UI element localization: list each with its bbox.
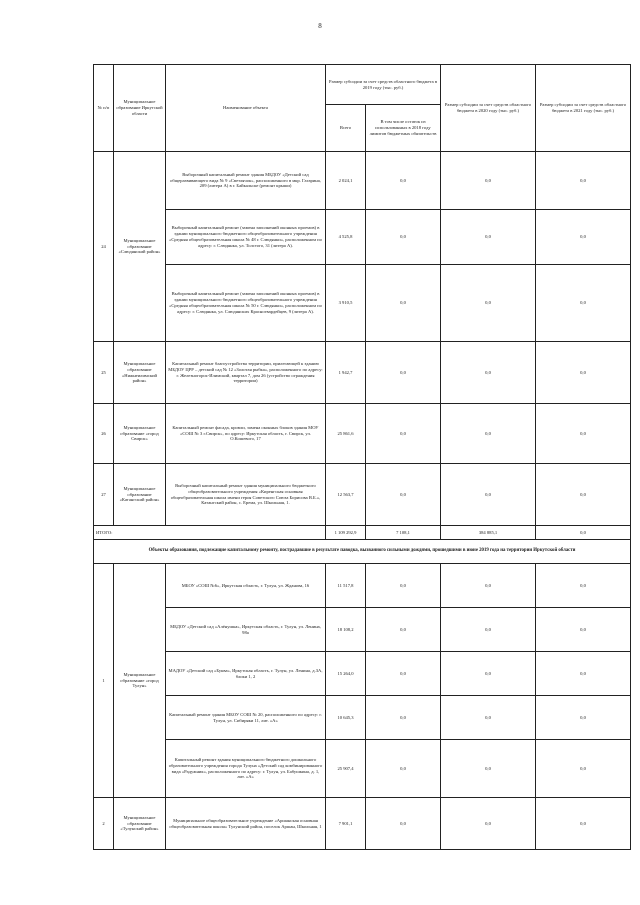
row-object: Выборочный капитальный ремонт (замена заполнений оконных проемов) в здании муниципального бюджетного общеобразовательного учреждения «Средняя общеобразовательная школа № 48 г. Слюдянки», расположенном по адресу: г. Слюдянка, ул. Толстого, 31 (литера А).: [166, 210, 326, 265]
row-2019-rest: 0,0: [366, 152, 441, 210]
row-2020: 0,0: [441, 798, 536, 850]
row-2021: 0,0: [536, 696, 631, 740]
section-row: [94, 540, 631, 564]
row-municipality: Муниципальное образование «Нижнеилимский район»: [114, 342, 166, 404]
row-2020: 0,0: [441, 152, 536, 210]
header-2021: Размер субсидии за счет средств областного бюджета в 2021 году (тыс. руб.): [536, 65, 631, 152]
table-row: [94, 404, 631, 464]
row-num: 1: [94, 564, 114, 798]
row-num: 2: [94, 798, 114, 850]
header-2019-total: Всего: [326, 105, 366, 152]
row-municipality: Муниципальное образование «Катангский район»: [114, 464, 166, 526]
total-2019-rest: 7 108,1: [366, 526, 441, 540]
row-num: 27: [94, 464, 114, 526]
row-2019-rest: 0,0: [366, 740, 441, 798]
row-2019-rest: 0,0: [366, 342, 441, 404]
table-row: [94, 464, 631, 526]
row-2021: 0,0: [536, 210, 631, 265]
header-num: № п/п: [94, 65, 114, 152]
row-2019-total: 1 942,7: [326, 342, 366, 404]
row-num: 25: [94, 342, 114, 404]
header-municipality: Муниципальное образование Иркутской области: [114, 65, 166, 152]
row-municipality: Муниципальное образование «город Свирск»: [114, 404, 166, 464]
table-row: [94, 740, 631, 798]
row-2019-rest: 0,0: [366, 652, 441, 696]
total-2020: 384 885,1: [441, 526, 536, 540]
row-2019-total: 11 517,8: [326, 564, 366, 608]
row-2021: 0,0: [536, 265, 631, 342]
row-2021: 0,0: [536, 608, 631, 652]
table-row: [94, 696, 631, 740]
total-row: [94, 526, 631, 540]
row-2019-total: 25 907,4: [326, 740, 366, 798]
row-municipality: Муниципальное образование «Слюдянский район»: [114, 152, 166, 342]
row-2019-rest: 0,0: [366, 798, 441, 850]
row-2021: 0,0: [536, 798, 631, 850]
row-num: 24: [94, 152, 114, 342]
header-2019: Размер субсидии за счет средств областного бюджета в 2019 году (тыс. руб.): [326, 65, 441, 105]
row-2019-total: 18 108,2: [326, 608, 366, 652]
header-2019-rest: В том числе остаток из использованных в 2018 году лимитов бюджетных обязательств: [366, 105, 441, 152]
table-row: [94, 152, 631, 210]
row-object: Капитальный ремонт благоустройства территории, прилегающей к зданию МБДОУ ЦРР – детский сад № 12 «Золотая рыбка», расположенного по адресу: г. Железногорск-Илимский, квартал 7, дом 26 (устройство ограждения территории): [166, 342, 326, 404]
row-2020: 0,0: [441, 740, 536, 798]
row-2021: 0,0: [536, 652, 631, 696]
row-2021: 0,0: [536, 740, 631, 798]
row-2019-rest: 0,0: [366, 210, 441, 265]
row-2019-rest: 0,0: [366, 696, 441, 740]
table-row: [94, 342, 631, 404]
row-object: МБДОУ «Детский сад «Алёнушка», Иркутская область, г. Тулун, ул. Ленина, 98а: [166, 608, 326, 652]
row-2019-total: 25 861,6: [326, 404, 366, 464]
row-2020: 0,0: [441, 265, 536, 342]
row-2019-rest: 0,0: [366, 464, 441, 526]
row-2021: 0,0: [536, 404, 631, 464]
table-row: [94, 564, 631, 608]
row-object: Выборочный капитальный ремонт здания МБДОУ «Детский сад общеразвивающего вида № 9 «Светлячок», расположенного в мкр. Гагарина, 209 (литера А) в г. Байкальске (ремонт крыши): [166, 152, 326, 210]
row-municipality: Муниципальное образование «город Тулун»: [114, 564, 166, 798]
row-2021: 0,0: [536, 152, 631, 210]
row-2019-total: 4 525,8: [326, 210, 366, 265]
row-2021: 0,0: [536, 464, 631, 526]
row-2019-total: 2 024,1: [326, 152, 366, 210]
table-row: [94, 652, 631, 696]
row-2019-total: 10 645,3: [326, 696, 366, 740]
row-object: Муниципальное общеобразовательное учреждение «Аршанская основная общеобразовательная школа» Тулунский район, поселок Аршан, Школьная, 1: [166, 798, 326, 850]
row-2020: 0,0: [441, 342, 536, 404]
row-object: Капитальный ремонт здания муниципального бюджетного дошкольного образовательного учреждения города Тулуна «Детский сад комбинированного вида «Радужник», расположенного по адресу: г. Тулун, ул. Бабушкина, д. 1, лит. «А»: [166, 740, 326, 798]
row-2020: 0,0: [441, 696, 536, 740]
row-2020: 0,0: [441, 210, 536, 265]
page-number: 8: [318, 22, 322, 30]
header-2020: Размер субсидии за счет средств областного бюджета в 2020 году (тыс. руб.): [441, 65, 536, 152]
row-2020: 0,0: [441, 652, 536, 696]
table-row: [94, 265, 631, 342]
total-2019-total: 1 109 292,9: [326, 526, 366, 540]
row-object: Выборочный капитальный ремонт (замена заполнений оконных проемов) в здании муниципального бюджетного общеобразовательного учреждения «Средняя общеобразовательная школа № 50 г. Слюдянки», расположенном по адресу: г. Слюдянка, ул. Слюдянских Красногвардейцев, 9 (литера А).: [166, 265, 326, 342]
section-title: Объекты образования, подлежащие капитальному ремонту, пострадавшие в результате паводка, вызванного сильными дождями, прошедшими в июне 2019 года на территории Иркутской области: [94, 540, 631, 564]
row-2019-rest: 0,0: [366, 564, 441, 608]
row-2019-total: 7 901,1: [326, 798, 366, 850]
row-2019-total: 3 910,5: [326, 265, 366, 342]
row-2019-total: 15 264,0: [326, 652, 366, 696]
total-label: ИТОГО:: [94, 526, 326, 540]
row-2019-rest: 0,0: [366, 404, 441, 464]
row-2020: 0,0: [441, 404, 536, 464]
row-object: Капитальный ремонт фасада, кровли, замена оконных блоков здания МОУ «СОШ № 3 г.Свирск», по адресу: Иркутская область, г. Свирск, ул. О.Кошевого, 17: [166, 404, 326, 464]
row-municipality: Муниципальное образование «Тулунский район»: [114, 798, 166, 850]
table-row: [94, 608, 631, 652]
subsidy-table: [93, 64, 631, 850]
row-object: МБОУ «СОШ №6», Иркутская область, г. Тулун, ул. Жданова, 16: [166, 564, 326, 608]
row-2021: 0,0: [536, 564, 631, 608]
table-row: [94, 210, 631, 265]
row-object: Выборочный капитальный ремонт здания муниципального бюджетного общеобразовательного учреждения «Киренгская основная общеобразовательная школа имени героя Советского Союза Борисова В.Б.», Катангский район, с. Ерема, ул. Школьная, 1.: [166, 464, 326, 526]
row-2019-total: 12 563,7: [326, 464, 366, 526]
header-row: [94, 65, 631, 105]
total-2021: 0,0: [536, 526, 631, 540]
table-row: [94, 798, 631, 850]
header-object: Наименование объекта: [166, 65, 326, 152]
row-2020: 0,0: [441, 564, 536, 608]
row-object: Капитальный ремонт здания МБОУ СОШ № 20, расположенного по адресу: г. Тулун, ул. Сибиряки 11, лит. «А»: [166, 696, 326, 740]
row-2020: 0,0: [441, 464, 536, 526]
row-num: 26: [94, 404, 114, 464]
row-2019-rest: 0,0: [366, 608, 441, 652]
row-2021: 0,0: [536, 342, 631, 404]
row-2019-rest: 0,0: [366, 265, 441, 342]
row-object: МАДОУ «Детский сад «Буква», Иркутская область, г. Тулун, ул. Ленина, д.3А, блоки 1, 2: [166, 652, 326, 696]
row-2020: 0,0: [441, 608, 536, 652]
